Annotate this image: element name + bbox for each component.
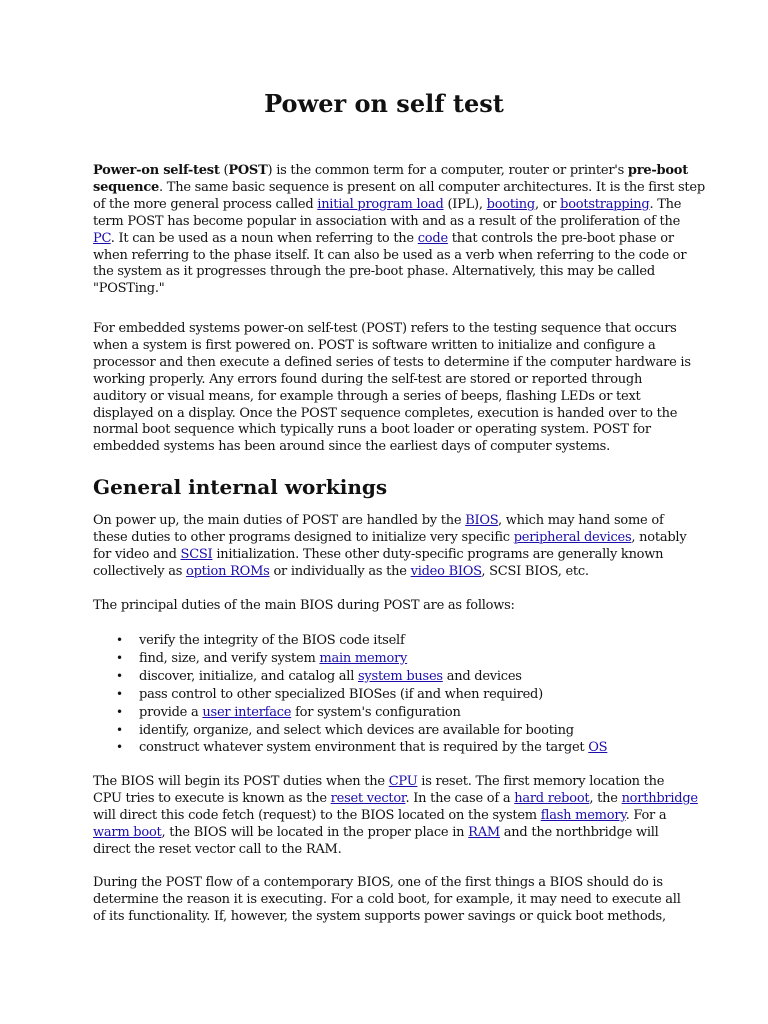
page-title: Power on self test [264,89,504,118]
text-line: direct the reset vector call to the RAM. [93,841,342,857]
link-northbridge[interactable]: northbridge [621,790,698,806]
link-scsi[interactable]: SCSI [180,546,213,562]
link-main-memory[interactable]: main memory [319,650,408,666]
text-line: of its functionality. If, however, the system supports power savings or quick boot methods, [93,908,666,924]
section-heading: General internal workings [93,475,388,499]
list-item: • discover, initialize, and catalog all system buses and devices [116,668,522,684]
text-line: The principal duties of the main BIOS during POST are as follows: [93,598,515,613]
link-code[interactable]: code [417,230,448,246]
text-line: when referring to the phase itself. It can also be used as a verb when referring to the code or [93,247,687,263]
bold-term: sequence [93,179,160,195]
list-item: • pass control to other specialized BIOSes (if and when required) [116,686,543,702]
list-item: • provide a user interface for system's configuration [116,704,461,720]
text-line: displayed on a display. Once the POST sequence completes, execution is handed over to the [93,405,678,421]
text-line: "POSTing." [93,281,165,297]
bold-term: pre-boot [627,163,688,178]
text-line: The BIOS will begin its POST duties when the CPU is reset. The first memory location the [93,774,665,789]
bullet-icon: • [116,633,123,647]
link-ram[interactable]: RAM [468,824,500,840]
link-booting[interactable]: booting [486,196,535,212]
bold-term: Power-on self-test [93,163,220,178]
link-reset-vector[interactable]: reset vector [330,790,406,806]
text-line: the system as it progresses through the pre-boot phase. Alternatively, this may be called [93,264,655,280]
link-os[interactable]: OS [588,740,608,756]
text-line: of the more general process called initial program load (IPL), booting, or bootstrapping. The [93,196,682,212]
bold-term: POST [228,163,268,178]
link-user-interface[interactable]: user interface [202,704,292,720]
link-bootstrapping[interactable]: bootstrapping [560,196,650,212]
duties-list [93,632,673,757]
link-option-roms[interactable]: option ROMs [186,563,270,579]
reset-paragraph [93,774,698,859]
link-hard-reboot[interactable]: hard reboot [514,790,590,806]
text-line: processor and then execute a defined series of tests to determine if the computer hardware is [93,354,691,370]
text-line: will direct this code fetch (request) to the BIOS located on the system flash memory. For a [93,807,667,823]
link-warm-boot[interactable]: warm boot [93,824,162,840]
text-line: Power-on self-test (POST) is the common term for a computer, router or printer's pre-boot [93,163,688,178]
bullet-icon: • [116,650,123,665]
link-system-buses[interactable]: system buses [358,668,443,684]
bullet-icon: • [116,704,123,719]
link-bios[interactable]: BIOS [465,513,498,528]
text-line: embedded systems has been around since the earliest days of computer systems. [93,439,610,455]
bullet-icon: • [116,668,123,683]
text-line: warm boot, the BIOS will be located in the proper place in RAM and the northbridge will [93,824,659,840]
text-line: On power up, the main duties of POST are handled by the BIOS, which may hand some of [93,513,664,528]
text-line: PC. It can be used as a noun when referring to the code that controls the pre-boot phase or [93,230,674,246]
bullet-icon: • [116,686,123,701]
text-line: when a system is first powered on. POST is software written to initialize and configure a [93,337,656,353]
embedded-paragraph [93,321,691,456]
link-cpu[interactable]: CPU [388,774,418,789]
intro-paragraph [93,163,705,298]
list-item: • construct whatever system environment that is required by the target OS [116,740,608,756]
list-item: • verify the integrity of the BIOS code itself [116,633,405,648]
text-line: collectively as option ROMs or individually as the video BIOS, SCSI BIOS, etc. [93,563,589,579]
text-line: for video and SCSI initialization. These other duty-specific programs are generally known [93,546,664,562]
bullet-icon: • [116,740,123,755]
text-line: these duties to other programs designed to initialize very specific peripheral devices, notably [93,529,687,545]
text-line: During the POST flow of a contemporary BIOS, one of the first things a BIOS should do is [93,875,663,890]
link-pc[interactable]: PC [93,230,111,246]
duties-intro [93,598,673,615]
link-flash-memory[interactable]: flash memory [540,807,626,823]
link-peripheral-devices[interactable]: peripheral devices [513,529,632,545]
text-line: CPU tries to execute is known as the reset vector. In the case of a hard reboot, the northbridge [93,790,698,806]
text-line: sequence. The same basic sequence is present on all computer architectures. It is the first step [93,179,705,195]
text-line: normal boot sequence which typically runs a boot loader or operating system. POST for [93,422,651,438]
bios-paragraph [93,513,687,581]
text-line: For embedded systems power-on self-test (POST) refers to the testing sequence that occurs [93,321,677,336]
bullet-icon: • [116,722,123,737]
list-item: • identify, organize, and select which devices are available for booting [116,722,574,738]
text-line: determine the reason it is executing. For a cold boot, for example, it may need to execute all [93,891,681,907]
text-line: term POST has become popular in association with and as a result of the proliferation of the [93,213,681,229]
link-initial-program-load[interactable]: initial program load [317,196,444,212]
link-video-bios[interactable]: video BIOS [410,563,482,579]
text-line: working properly. Any errors found during the self-test are stored or reported through [93,371,643,387]
list-item: • find, size, and verify system main memory [116,650,408,666]
text-line: auditory or visual means, for example through a series of beeps, flashing LEDs or text [93,388,641,404]
post-flow-paragraph [93,875,681,926]
